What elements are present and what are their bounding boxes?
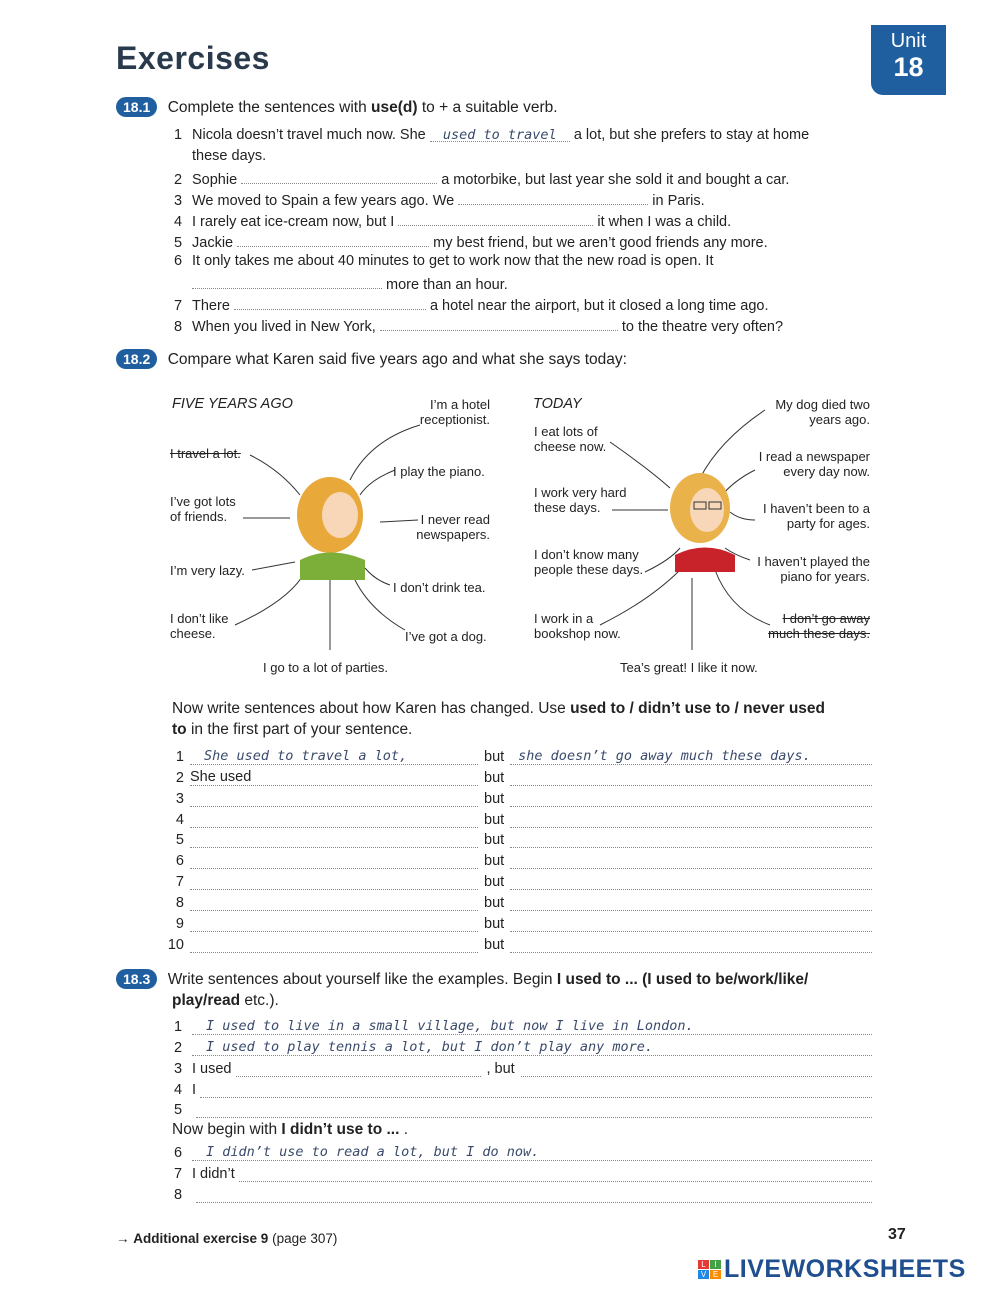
answer-row bbox=[174, 1161, 872, 1182]
row-number: 6 bbox=[175, 853, 184, 870]
answer-field[interactable]: used to travel bbox=[430, 127, 570, 142]
speech-newspapers: I never read newspapers. bbox=[416, 512, 490, 542]
additional-exercise-link[interactable]: → Additional exercise 9 (page 307) bbox=[116, 1231, 338, 1246]
logo-icon: L I V E bbox=[698, 1260, 721, 1279]
logo-text: LIVEWORKSHEETS bbox=[724, 1255, 966, 1283]
row-number: 4 bbox=[174, 1081, 183, 1098]
answer-field[interactable]: I used to live in a small village, but now I live in London. bbox=[192, 1018, 872, 1035]
answer-field-b[interactable] bbox=[510, 873, 872, 890]
ex1-item-2: 2 Sophie a motorbike, but last year she sold it and bought a car. bbox=[174, 169, 789, 188]
liveworksheets-logo bbox=[698, 1255, 966, 1284]
answer-field[interactable] bbox=[521, 1060, 872, 1077]
speech-today-dog: My dog died two years ago. bbox=[775, 397, 870, 427]
answer-field-a[interactable] bbox=[190, 831, 478, 848]
answer-field-b[interactable]: she doesn’t go away much these days. bbox=[510, 748, 872, 765]
answer-field-a[interactable]: She used to travel a lot, bbox=[190, 748, 478, 765]
ex1-item-8: 8 When you lived in New York, to the theatre very often? bbox=[174, 316, 783, 335]
row-number: 6 bbox=[174, 1144, 183, 1161]
ex1-item-6: 6 It only takes me about 40 minutes to get to work now that the new road is open. It bbox=[174, 253, 714, 269]
but-label: but bbox=[484, 874, 505, 891]
unit-label: Unit bbox=[890, 30, 927, 52]
answer-row bbox=[164, 911, 872, 932]
answer-field-a[interactable] bbox=[190, 873, 478, 890]
answer-row bbox=[164, 869, 872, 890]
speech-today-tea: Tea’s great! I like it now. bbox=[620, 660, 758, 675]
answer-field[interactable] bbox=[196, 1186, 872, 1203]
sentence-start: I bbox=[192, 1081, 197, 1098]
speech-today-party: I haven’t been to a party for ages. bbox=[763, 501, 870, 531]
answer-row bbox=[164, 828, 872, 849]
row-number: 8 bbox=[174, 1186, 183, 1203]
answer-field-a[interactable] bbox=[190, 852, 478, 869]
answer-field[interactable] bbox=[200, 1081, 872, 1098]
answer-field-a[interactable]: She used bbox=[190, 769, 478, 786]
page-title: Exercises bbox=[116, 40, 270, 76]
unit-number: 18 bbox=[893, 52, 924, 82]
exercise-instruction: Complete the sentences with use(d) to + a suitable verb. bbox=[167, 99, 558, 116]
row-number: 7 bbox=[174, 1165, 183, 1182]
answer-row bbox=[174, 1098, 872, 1119]
answer-row bbox=[164, 786, 872, 807]
ex1-item-6-cont: more than an hour. bbox=[192, 274, 508, 293]
answer-field-b[interactable] bbox=[510, 915, 872, 932]
row-number: 3 bbox=[174, 1060, 183, 1077]
speech-cheese: I don’t like cheese. bbox=[170, 611, 229, 641]
speech-parties: I go to a lot of parties. bbox=[263, 660, 389, 675]
row-number: 4 bbox=[175, 811, 184, 828]
ex1-item-3: 3 We moved to Spain a few years ago. We in Paris. bbox=[174, 190, 705, 209]
row-number: 5 bbox=[175, 832, 184, 849]
page-number: 37 bbox=[888, 1226, 906, 1243]
ex2-write-instruction: Now write sentences about how Karen has changed. Use used to / didn’t use to / never used to in the first part of your sentence. bbox=[172, 700, 826, 738]
row-number: 2 bbox=[175, 769, 184, 786]
speech-piano: I play the piano. bbox=[393, 464, 485, 479]
ex2-answer-rows bbox=[164, 744, 872, 953]
speech-today-away: I don’t go away much these days. bbox=[768, 611, 870, 641]
but-label: but bbox=[484, 811, 505, 828]
karen-past-figure bbox=[297, 477, 365, 580]
answer-field[interactable] bbox=[196, 1101, 872, 1118]
row-number: 1 bbox=[175, 748, 184, 765]
but-label: but bbox=[484, 748, 505, 765]
row-number: 8 bbox=[175, 895, 184, 912]
answer-field-b[interactable] bbox=[510, 894, 872, 911]
ex3-rows2 bbox=[174, 1140, 872, 1203]
but-label: but bbox=[484, 916, 505, 933]
exercise-badge: 18.3 bbox=[116, 969, 157, 989]
answer-field-b[interactable] bbox=[510, 831, 872, 848]
speech-dog: I’ve got a dog. bbox=[405, 629, 487, 644]
speech-hotel: I’m a hotel receptionist. bbox=[419, 397, 490, 427]
answer-row bbox=[174, 1182, 872, 1203]
answer-field-b[interactable] bbox=[510, 769, 872, 786]
ex1-item-5: 5 Jackie my best friend, but we aren’t good friends any more. bbox=[174, 232, 768, 251]
answer-row bbox=[164, 890, 872, 911]
speech-travel: I travel a lot. bbox=[170, 446, 241, 461]
ex3-second-instruction: Now begin with I didn’t use to ... . bbox=[172, 1121, 409, 1138]
exercise-18-3: 18.3 Write sentences about yourself like the examples. Begin I used to ... (I used to be/work/like/ play/read etc.). bbox=[116, 969, 876, 1011]
answer-field-a[interactable] bbox=[190, 811, 478, 828]
speech-today-bookshop: I work in a bookshop now. bbox=[534, 611, 621, 641]
ex1-item-4: 4 I rarely eat ice-cream now, but I it when I was a child. bbox=[174, 211, 731, 230]
answer-field-b[interactable] bbox=[510, 852, 872, 869]
row-number: 9 bbox=[175, 916, 184, 933]
ex1-item-1-cont: these days. bbox=[192, 148, 267, 164]
answer-field-a[interactable] bbox=[190, 790, 478, 807]
answer-row bbox=[174, 1140, 872, 1161]
answer-row bbox=[164, 765, 872, 786]
answer-row bbox=[164, 932, 872, 953]
answer-field[interactable]: I used to play tennis a lot, but I don’t play any more. bbox=[192, 1039, 872, 1056]
answer-row bbox=[174, 1077, 872, 1098]
speech-tea: I don’t drink tea. bbox=[393, 580, 486, 595]
answer-row bbox=[174, 1056, 872, 1077]
but-label: but bbox=[484, 895, 505, 912]
speech-friends: I’ve got lots of friends. bbox=[170, 494, 236, 524]
row-number: 10 bbox=[167, 936, 184, 953]
but-label: but bbox=[484, 769, 505, 786]
answer-row bbox=[164, 744, 872, 765]
answer-field-b[interactable] bbox=[510, 936, 872, 953]
row-number: 7 bbox=[175, 874, 184, 891]
speech-today-people: I don’t know many people these days. bbox=[534, 547, 644, 577]
row-number: 3 bbox=[175, 790, 184, 807]
exercise-instruction: Write sentences about yourself like the examples. Begin I used to ... (I used to be/work/like/ bbox=[167, 971, 809, 988]
speech-today-cheese: I eat lots of cheese now. bbox=[534, 424, 607, 454]
today-heading: TODAY bbox=[533, 396, 582, 412]
but-label: but bbox=[484, 853, 505, 870]
exercise-badge: 18.1 bbox=[116, 97, 157, 117]
but-label: but bbox=[484, 790, 505, 807]
row-number: 5 bbox=[174, 1102, 183, 1119]
answer-field-b[interactable] bbox=[510, 790, 872, 807]
answer-field-a[interactable] bbox=[190, 894, 478, 911]
but-label: but bbox=[484, 832, 505, 849]
answer-field[interactable] bbox=[239, 1165, 872, 1182]
answer-field-b[interactable] bbox=[510, 811, 872, 828]
speech-today-work: I work very hard these days. bbox=[534, 485, 627, 515]
speech-lazy: I’m very lazy. bbox=[170, 563, 245, 578]
ex3-rows bbox=[174, 1014, 872, 1118]
speech-today-newspaper: I read a newspaper every day now. bbox=[758, 449, 870, 479]
answer-field[interactable]: I didn’t use to read a lot, but I do now. bbox=[192, 1144, 872, 1161]
but-label: , but bbox=[486, 1060, 515, 1077]
exercise-badge: 18.2 bbox=[116, 349, 157, 369]
sentence-start: I used bbox=[192, 1060, 232, 1077]
answer-field-a[interactable] bbox=[190, 915, 478, 932]
answer-field-a[interactable] bbox=[190, 936, 478, 953]
answer-row bbox=[164, 848, 872, 869]
answer-row bbox=[174, 1035, 872, 1056]
exercise-instruction: Compare what Karen said five years ago and what she says today: bbox=[167, 351, 627, 368]
answer-row bbox=[174, 1014, 872, 1035]
speech-today-piano: I haven’t played the piano for years. bbox=[757, 554, 870, 584]
five-years-ago-heading: FIVE YEARS AGO bbox=[172, 396, 293, 412]
ex1-item-7: 7 There a hotel near the airport, but it closed a long time ago. bbox=[174, 295, 769, 314]
answer-row bbox=[164, 807, 872, 828]
sentence-start: I didn’t bbox=[192, 1165, 235, 1182]
answer-field[interactable] bbox=[236, 1060, 481, 1077]
row-number: 2 bbox=[174, 1039, 183, 1056]
row-number: 1 bbox=[174, 1018, 183, 1035]
karen-today-figure bbox=[670, 473, 735, 572]
but-label: but bbox=[484, 936, 505, 953]
ex1-item-1: 1 Nicola doesn’t travel much now. She used to travel a lot, but she prefers to stay at home bbox=[174, 127, 810, 143]
